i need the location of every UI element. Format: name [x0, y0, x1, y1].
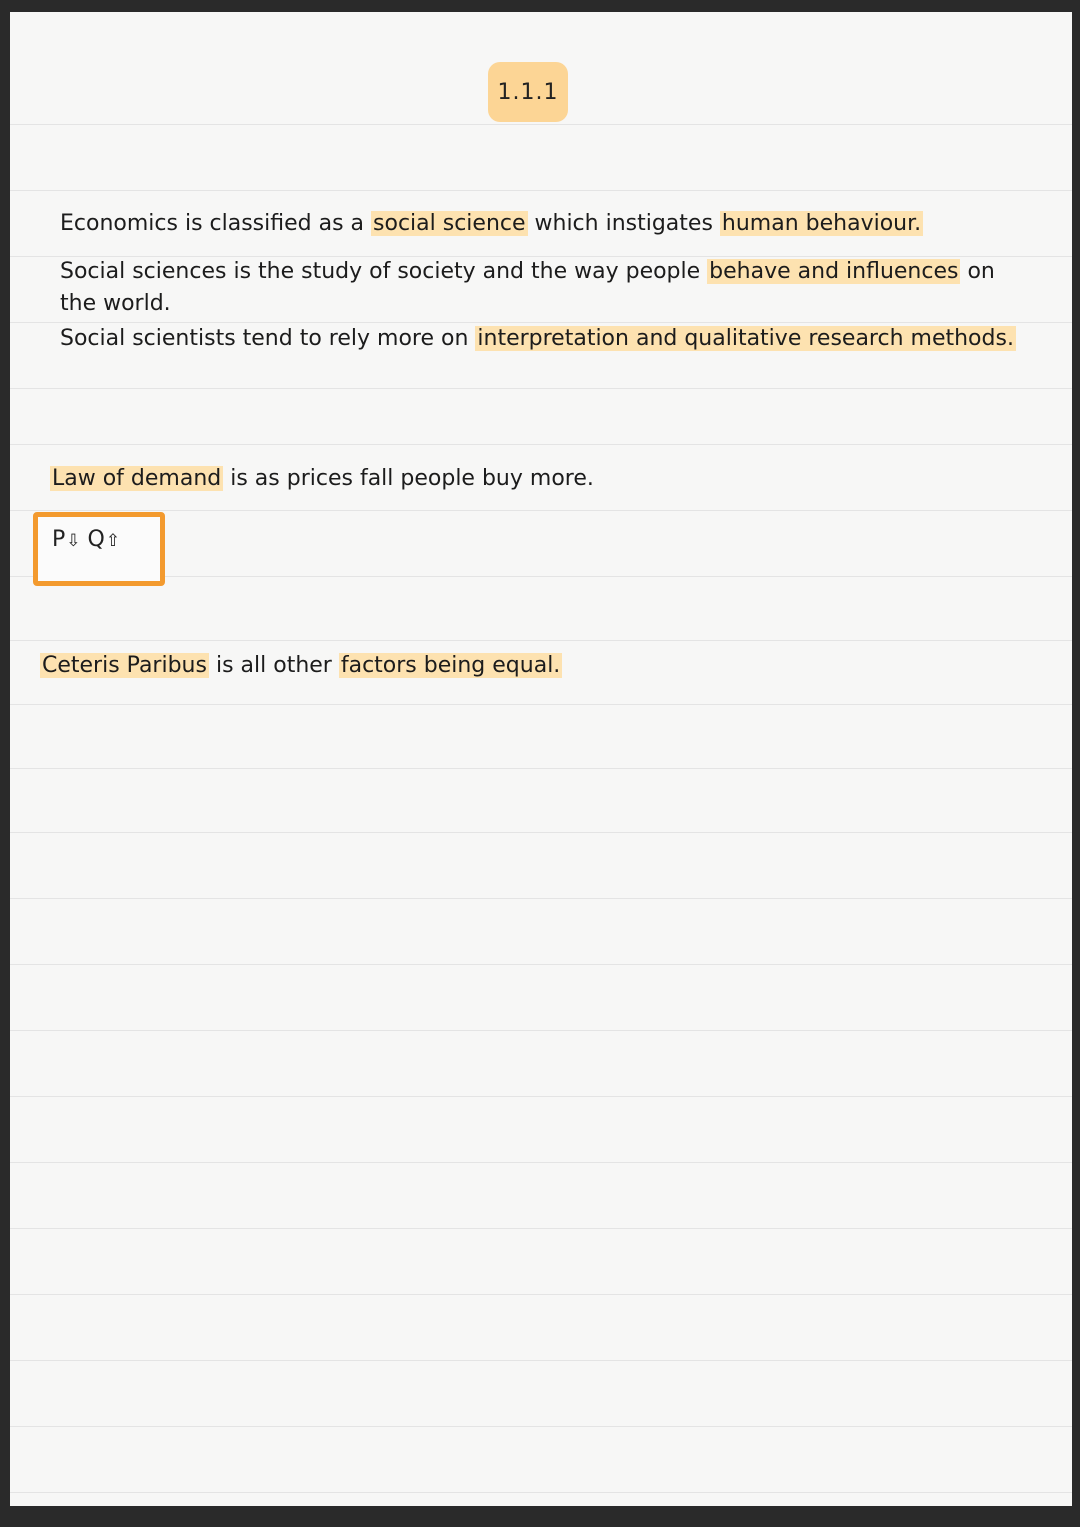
text: is all other [208, 653, 339, 678]
highlight-human-behaviour: human behaviour. [721, 211, 922, 236]
text: which instigates [527, 211, 720, 236]
section-number-badge: 1.1.1 [488, 62, 568, 122]
highlight-law-of-demand: Law of demand [52, 466, 222, 491]
text: is as prices fall people buy more. [223, 466, 594, 491]
text: Social scientists tend to rely more on [60, 326, 476, 351]
quantity-symbol: Q [87, 527, 105, 552]
formula-text [52, 527, 120, 552]
paragraph-social-scientists [60, 323, 1016, 355]
text: on the world. [60, 259, 995, 316]
highlight-ceteris-paribus: Ceteris Paribus [42, 653, 207, 678]
price-symbol: P [52, 527, 66, 552]
paragraph-social-sciences [60, 256, 1000, 320]
paragraph-economics-definition [60, 208, 923, 240]
down-arrow-icon: ⇩ [66, 531, 81, 551]
paragraph-ceteris-paribus [40, 650, 562, 682]
highlight-factors-equal: factors being equal. [340, 653, 561, 678]
notebook-page [10, 12, 1072, 1506]
highlight-social-science: social science [373, 211, 526, 236]
text: Social sciences is the study of society and the way people [60, 259, 708, 284]
text: Economics is classified as a [60, 211, 372, 236]
highlight-behave-influences: behave and influences [709, 259, 959, 284]
up-arrow-icon: ⇧ [105, 531, 121, 551]
highlight-research-methods: interpretation and qualitative research methods. [477, 326, 1014, 351]
paragraph-law-of-demand [50, 463, 594, 495]
formula-box [33, 512, 165, 586]
